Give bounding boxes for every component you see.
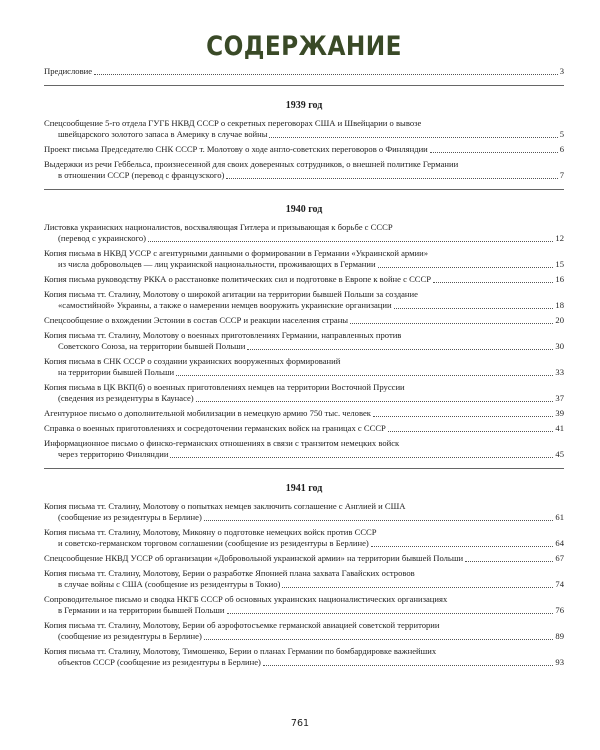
toc-entry-line <box>44 274 564 285</box>
toc-entry[interactable] <box>44 646 564 668</box>
toc-entry-text: Копия письма тт. Сталину, Молотову о попытках немцев заключить соглашение с Англией и США <box>44 501 406 511</box>
page-title: СОДЕРЖАНИЕ <box>206 31 402 62</box>
toc-entry-line <box>44 248 564 259</box>
toc-entry-text: Копия письма тт. Сталину, Молотову, Тимошенко, Берии о планах Германии по бомбардировке важнейших <box>44 646 437 656</box>
toc-entry-line <box>44 579 564 590</box>
toc-entry-text: Справка о военных приготовлениях и сосредоточении германских войск на границах с СССР <box>44 423 386 433</box>
toc-entry-text: Спецсообщение 5-го отдела ГУГБ НКВД СССР о секретных переговорах США и Швейцарии о вывозе <box>44 118 422 128</box>
dot-leader <box>263 665 554 666</box>
toc-entry-text: Копия письма в ЦК ВКП(б) о военных приготовлениях немцев на территории Восточной Пруссии <box>44 382 405 392</box>
toc-entry[interactable] <box>44 144 564 155</box>
toc-entry-text: швейцарского золотого запаса в Америку в случае войны <box>58 129 268 139</box>
toc-entry[interactable] <box>44 438 564 460</box>
toc-entry-text: Выдержки из речи Геббельса, произнесенной для своих доверенных сотрудников, о внешней политике Германии <box>44 159 459 169</box>
toc-sections <box>44 85 564 668</box>
toc-entry-text: (сообщение из резидентуры в Берлине) <box>58 631 202 641</box>
toc-page-number: 20 <box>555 315 564 325</box>
dot-leader <box>170 457 553 458</box>
toc-entry-text: в случае войны с США (сообщение из резидентуры в Токио) <box>58 579 281 589</box>
toc-entry-text: из числа добровольцев — лиц украинской национальности, проживающих в Германии <box>58 259 376 269</box>
toc-entry-line <box>44 118 564 129</box>
toc-entry-line <box>44 170 564 181</box>
toc-entry-text: (сведения из резидентуры в Каунасе) <box>58 393 194 403</box>
dot-leader <box>204 520 554 521</box>
toc-page-number: 7 <box>559 170 564 180</box>
toc-entry-line <box>44 129 564 140</box>
toc-entry-text: Спецсообщение о вхождении Эстонии в состав СССР и реакции населения страны <box>44 315 349 325</box>
toc-page-number: 89 <box>555 631 564 641</box>
toc-entry-line <box>44 512 564 523</box>
toc-entry[interactable] <box>44 408 564 419</box>
toc-entry-line <box>44 393 564 404</box>
dot-leader <box>282 587 553 588</box>
toc-page-number: 6 <box>559 144 564 154</box>
toc-entry-text: в отношении СССР (перевод с французского) <box>58 170 225 180</box>
toc-entry-line <box>44 501 564 512</box>
toc-entry-text: и советско-германском торговом соглашении (сообщение из резидентуры в Берлине) <box>58 538 369 548</box>
toc-page-number: 61 <box>555 512 564 522</box>
toc-entry-line <box>44 222 564 233</box>
toc-entry-text: Копия письма тт. Сталину, Молотову, Микояну о подготовке немецких войск против СССР <box>44 527 377 537</box>
toc-entry-line <box>44 144 564 155</box>
toc-page-number: 5 <box>559 129 564 139</box>
toc-entry-text: Копия письма руководству РККА о расстановке политических сил и подготовке в Европе к войне с СССР <box>44 274 432 284</box>
toc-page-number: 15 <box>555 259 564 269</box>
toc-page-number: 74 <box>555 579 564 589</box>
toc-page-number: 67 <box>555 553 564 563</box>
toc-entry-line <box>44 449 564 460</box>
toc-entry-line <box>44 594 564 605</box>
dot-leader <box>373 416 553 417</box>
toc-entry-text: в Германии и на территории бывшей Польши <box>58 605 225 615</box>
toc-entry-line <box>44 553 564 564</box>
toc-entry-line <box>44 367 564 378</box>
toc-page <box>44 0 564 672</box>
toc-entry[interactable] <box>44 118 564 140</box>
toc-page-number: 18 <box>555 300 564 310</box>
toc-entry-text: Спецсообщение НКВД УССР об организации «Добровольной украинской армии» на территории бывшей Польши <box>44 553 464 563</box>
toc-entry-line <box>44 605 564 616</box>
toc-entry-line <box>44 568 564 579</box>
toc-entry[interactable] <box>44 289 564 311</box>
toc-entry-text: на территории бывшей Польши <box>58 367 175 377</box>
toc-entry-line <box>44 356 564 367</box>
toc-page-number: 64 <box>555 538 564 548</box>
toc-entry-line <box>44 423 564 434</box>
toc-entry-text: Копия письма в СНК СССР о создании украинских вооруженных формирований <box>44 356 341 366</box>
section-heading: 1940 год <box>285 204 323 215</box>
dot-leader <box>430 152 558 153</box>
toc-entry-text: Копия письма тт. Сталину, Молотову о военных приготовлениях Германии, направленных против <box>44 330 402 340</box>
section-divider <box>44 189 564 190</box>
toc-entry[interactable] <box>44 382 564 404</box>
toc-entry-line <box>44 289 564 300</box>
dot-leader <box>433 282 553 283</box>
toc-entry-text: Проект письма Председателю СНК СССР т. Молотову о ходе англо-советских переговоров о Финляндии <box>44 144 428 154</box>
toc-entry-line <box>44 233 564 244</box>
toc-entry-line <box>44 66 564 77</box>
dot-leader <box>148 241 553 242</box>
toc-entry-text: Копия письма тт. Сталину, Молотову, Берии о разработке Японией плана захвата Гавайских островов <box>44 568 415 578</box>
toc-entry-text: Советского Союза, на территории бывшей Польши <box>58 341 246 351</box>
toc-entry-text: (перевод с украинского) <box>58 233 147 243</box>
toc-entry-line <box>44 341 564 352</box>
toc-page-number: 37 <box>555 393 564 403</box>
toc-entry-line <box>44 330 564 341</box>
toc-entry-line <box>44 657 564 668</box>
toc-entry-text: Предисловие <box>44 66 93 76</box>
toc-entry-text: Агентурное письмо о дополнительной мобилизации в немецкую армию 750 тыс. человек <box>44 408 371 418</box>
section-divider <box>44 85 564 86</box>
dot-leader <box>388 431 554 432</box>
toc-entry[interactable] <box>44 356 564 378</box>
dot-leader <box>94 74 558 75</box>
toc-entry-text: Сопроводительное письмо и сводка НКГБ СССР об основных украинских националистических организациях <box>44 594 448 604</box>
toc-entry[interactable] <box>44 527 564 549</box>
toc-entry[interactable] <box>44 248 564 270</box>
toc-page-number: 3 <box>559 66 564 76</box>
dot-leader <box>227 613 554 614</box>
toc-page-number: 12 <box>555 233 564 243</box>
toc-entry[interactable] <box>44 423 564 434</box>
dot-leader <box>371 546 554 547</box>
toc-entry[interactable] <box>44 222 564 244</box>
toc-entry-line <box>44 620 564 631</box>
toc-entry-line <box>44 646 564 657</box>
toc-entry-line <box>44 538 564 549</box>
toc-entry-text: «самостийной» Украины, а также о намерении немцев вооружить украинские организации <box>58 300 392 310</box>
dot-leader <box>465 561 553 562</box>
toc-entry-line <box>44 259 564 270</box>
toc-entry-line <box>44 382 564 393</box>
toc-entry[interactable] <box>44 568 564 590</box>
toc-page-number: 41 <box>555 423 564 433</box>
section-heading: 1941 год <box>285 483 323 494</box>
toc-page-number: 16 <box>555 274 564 284</box>
section-heading: 1939 год <box>285 100 323 111</box>
toc-entry-text: объектов СССР (сообщение из резидентуры в Берлине) <box>58 657 261 667</box>
toc-entry-text: Листовка украинских националистов, восхваляющая Гитлера и призывающая к борьбе с СССР <box>44 222 393 232</box>
dot-leader <box>350 323 553 324</box>
toc-page-number: 33 <box>555 367 564 377</box>
toc-entry-line <box>44 300 564 311</box>
toc-page-number: 39 <box>555 408 564 418</box>
toc-entry[interactable] <box>44 594 564 616</box>
toc-entry-line <box>44 315 564 326</box>
toc-page-number: 93 <box>555 657 564 667</box>
toc-entry[interactable] <box>44 274 564 285</box>
toc-page-number: 76 <box>555 605 564 615</box>
toc-entry[interactable] <box>44 501 564 523</box>
dot-leader <box>176 375 553 376</box>
toc-entry[interactable] <box>44 553 564 564</box>
dot-leader <box>378 267 554 268</box>
toc-page-number: 30 <box>555 341 564 351</box>
dot-leader <box>269 137 557 138</box>
toc-page-number: 45 <box>555 449 564 459</box>
toc-entry-text: (сообщение из резидентуры в Берлине) <box>58 512 202 522</box>
page-number: 761 <box>290 718 310 729</box>
toc-entry-line <box>44 631 564 642</box>
dot-leader <box>247 349 553 350</box>
toc-entry[interactable] <box>44 315 564 326</box>
toc-entry-text: через территорию Финляндии <box>58 449 169 459</box>
section-divider <box>44 468 564 469</box>
toc-entry-line <box>44 408 564 419</box>
toc-entry-text: Копия письма в НКВД УССР с агентурными данными о формировании в Германии «Украинской армии» <box>44 248 429 258</box>
toc-entry[interactable] <box>44 159 564 181</box>
toc-entry-line <box>44 527 564 538</box>
dot-leader <box>204 639 554 640</box>
toc-entry-preface[interactable] <box>44 66 564 77</box>
toc-entry-text: Копия письма тт. Сталину, Молотову о широкой агитации на территории бывшей Польши за создание <box>44 289 418 299</box>
dot-leader <box>226 178 557 179</box>
dot-leader <box>394 308 554 309</box>
toc-entry-text: Информационное письмо о финско-германских отношениях в связи с транзитом немецких войск <box>44 438 400 448</box>
toc-entry-text: Копия письма тт. Сталину, Молотову, Берии об аэрофотосъемке германской авиацией советской территории <box>44 620 440 630</box>
toc-entry[interactable] <box>44 620 564 642</box>
toc-entry[interactable] <box>44 330 564 352</box>
toc-entry-line <box>44 159 564 170</box>
toc-entry-line <box>44 438 564 449</box>
dot-leader <box>196 401 554 402</box>
